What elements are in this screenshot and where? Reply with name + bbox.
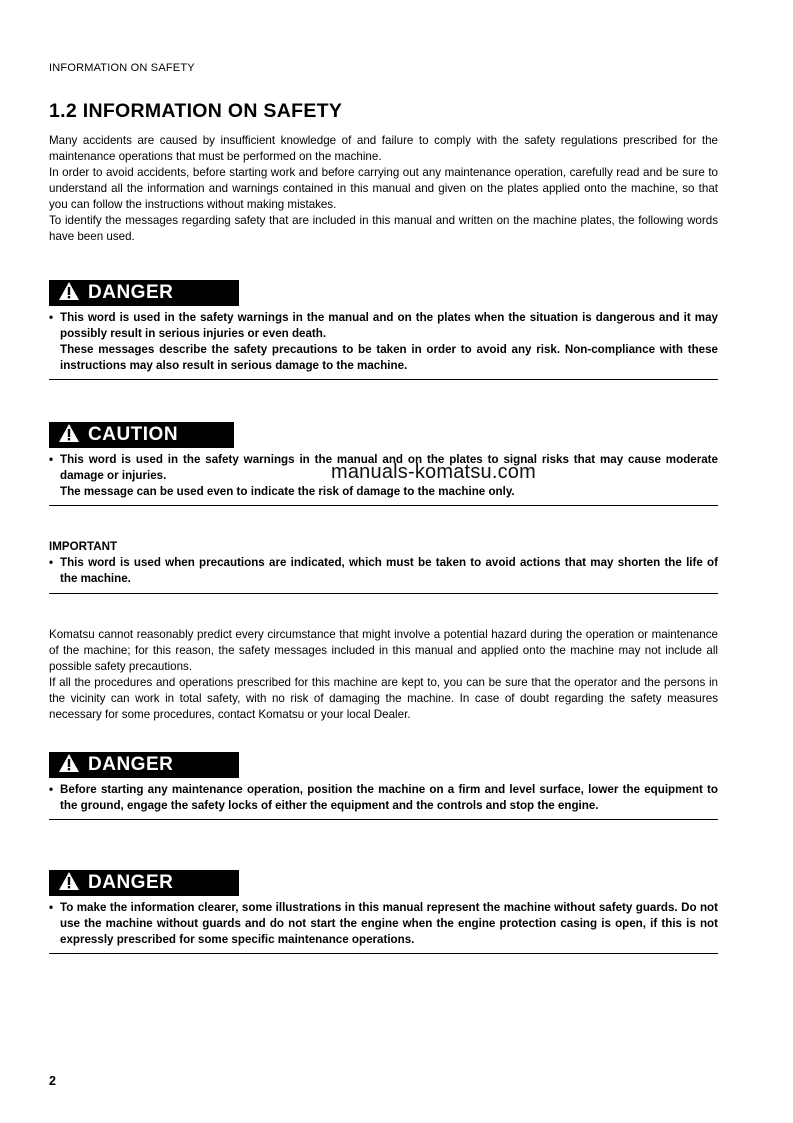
danger-signal-label	[49, 752, 239, 778]
caution-signal-label	[49, 422, 234, 448]
caution-definition-line-1: This word is used in the safety warnings in the manual and on the plates to signal risks that may cause moderate damage or injuries.	[60, 453, 718, 482]
notice-paragraph-1: Komatsu cannot reasonably predict every circumstance that might involve a potential hazard during the operation or maintenance of the machine; for this reason, the safety messages included in this manual and applied onto the machine may not include all possible safety precautions.	[49, 628, 718, 673]
important-definition-line-1: This word is used when precautions are indicated, which must be taken to avoid actions that may shorten the life of the machine.	[60, 556, 718, 585]
danger-word: DANGER	[88, 282, 174, 303]
important-label: IMPORTANT	[49, 540, 118, 553]
bullet: •	[49, 783, 54, 796]
danger-signal-label	[49, 280, 239, 306]
danger-definition-line-2: These messages describe the safety precautions to be taken in order to avoid any risk. Non-compliance with these instructions may also result in serious damage to the machine.	[60, 343, 718, 372]
warning-triangle-icon	[58, 753, 80, 773]
bullet: •	[49, 556, 54, 569]
danger-definition-line-1: This word is used in the safety warnings in the manual and on the plates when the situation is dangerous and it may possibly result in serious injuries or even death.	[60, 311, 718, 340]
danger-warning-1-line: Before starting any maintenance operation, position the machine on a firm and level surface, lower the equipment to the ground, engage the safety locks of either the equipment and the controls and stop the engine.	[60, 783, 718, 812]
danger-warning-2	[49, 870, 718, 954]
caution-word: CAUTION	[88, 424, 179, 445]
bullet: •	[49, 901, 54, 914]
danger-warning-2-message	[49, 900, 718, 954]
bullet: •	[49, 453, 54, 466]
intro-paragraph-2: In order to avoid accidents, before starting work and before carrying out any maintenance operation, carefully read and be sure to understand all the information and warnings contained in this manual and given on the plates applied onto the machine, so that you can follow the instructions without making mistakes.	[49, 166, 718, 211]
danger-warning-2-line: To make the information clearer, some illustrations in this manual represent the machine without safety guards. Do not use the machine without guards and do not start the engine when the engine protection casing is open, if this is not expressly prescribed for some specific maintenance operations.	[60, 901, 718, 946]
danger-word: DANGER	[88, 872, 174, 893]
running-header: INFORMATION ON SAFETY	[49, 62, 195, 74]
danger-word: DANGER	[88, 754, 174, 775]
warning-triangle-icon	[58, 281, 80, 301]
komatsu-notice-section	[49, 627, 718, 723]
intro-paragraph-1: Many accidents are caused by insufficient knowledge of and failure to comply with the safety regulations prescribed for the maintenance operations that must be performed on the machine.	[49, 134, 718, 163]
danger-definition-box	[49, 280, 718, 380]
danger-signal-label	[49, 870, 239, 896]
caution-definition-line-2: The message can be used even to indicate the risk of damage to the machine only.	[60, 485, 515, 498]
bullet: •	[49, 311, 54, 324]
danger-definition-message	[49, 310, 718, 380]
warning-triangle-icon	[58, 423, 80, 443]
warning-triangle-icon	[58, 871, 80, 891]
danger-warning-1	[49, 752, 718, 820]
intro-paragraph-3: To identify the messages regarding safety that are included in this manual and written on the machine plates, the following words have been used.	[49, 214, 718, 243]
page-number: 2	[49, 1074, 56, 1088]
danger-warning-1-message	[49, 782, 718, 820]
intro-section	[49, 133, 718, 245]
page-title: 1.2 INFORMATION ON SAFETY	[49, 100, 343, 122]
important-definition-message	[49, 555, 718, 594]
notice-paragraph-2: If all the procedures and operations prescribed for this machine are kept to, you can be sure that the operator and the persons in the vicinity can work in total safety, with no risk of damaging the machine. In case of doubt regarding the safety measures necessary for some procedures, contact Komatsu or your local Dealer.	[49, 676, 718, 721]
watermark: manuals-komatsu.com	[331, 461, 536, 483]
important-definition-box	[49, 539, 718, 594]
